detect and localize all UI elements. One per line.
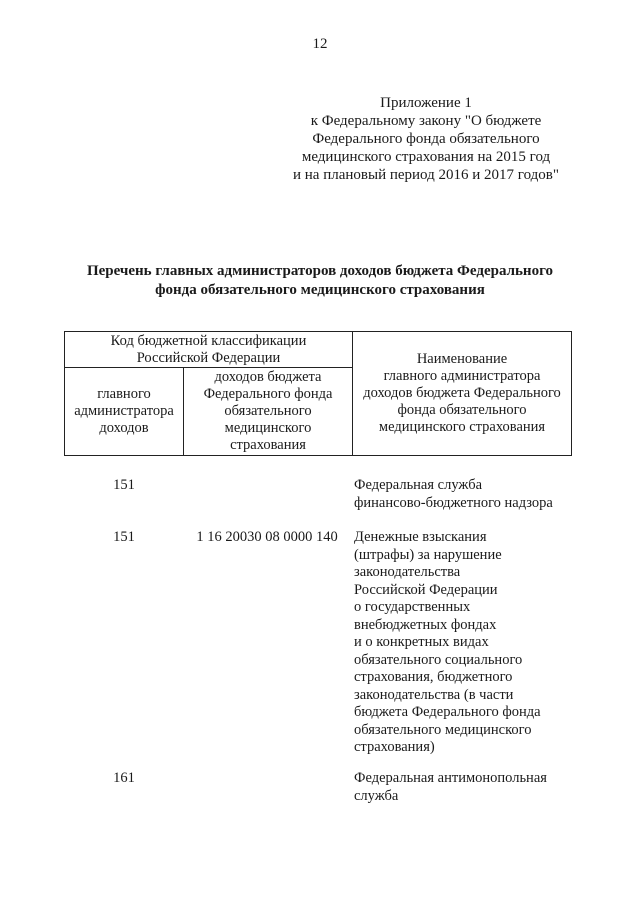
admin-code: 151 (113, 477, 135, 493)
classification-table-header (64, 331, 572, 456)
header-line: страхования (230, 437, 306, 453)
name-line: служба (354, 787, 399, 804)
header-line: доходов бюджета Федерального (363, 385, 561, 401)
admin-name-header (353, 332, 572, 456)
name-line: обязательного социального (354, 651, 523, 668)
name-line: внебюджетных фондах (354, 616, 497, 633)
revenue-code: 1 16 20030 08 0000 140 (196, 529, 338, 545)
header-line: Российской Федерации (136, 349, 281, 366)
name-line: Федеральная служба (354, 477, 483, 493)
name-line: финансово-бюджетного надзора (354, 494, 553, 511)
document-title (70, 262, 570, 300)
page-number: 12 (312, 36, 328, 52)
appendix-line: Федерального фонда обязательного (312, 131, 540, 147)
name-line: о государственных (354, 599, 471, 615)
budget-classification-header (65, 332, 353, 368)
appendix-line: и на плановый период 2016 и 2017 годов" (293, 167, 559, 183)
admin-code: 151 (113, 529, 135, 545)
admin-code-header (65, 368, 184, 456)
header-line: медицинского страхования (378, 419, 546, 435)
name-line: законодательства (354, 564, 461, 580)
name-line: и о конкретных видах (354, 634, 489, 650)
name-line: Денежные взыскания (354, 529, 487, 545)
admin-name (354, 477, 574, 512)
name-line: страхования, бюджетного (354, 669, 513, 685)
header-line: фонда обязательного (397, 402, 527, 418)
name-line: обязательного медицинского (354, 721, 532, 738)
appendix-line: к Федеральному закону "О бюджете (310, 113, 542, 129)
title-line: Перечень главных администраторов доходов бюджета Федерального (86, 263, 554, 279)
name-line: бюджета Федерального фонда (354, 704, 541, 720)
header-line: главного (97, 386, 151, 402)
admin-name (354, 770, 574, 805)
admin-name (354, 529, 574, 757)
name-line: (штрафы) за нарушение (354, 546, 502, 563)
header-line: главного администратора (383, 368, 541, 384)
appendix-reference (276, 94, 576, 184)
name-line: Российской Федерации (354, 581, 498, 598)
header-line: обязательного (224, 403, 312, 419)
header-line: медицинского (224, 420, 312, 436)
header-line: Федерального фонда (203, 386, 333, 402)
title-line: фонда обязательного медицинского страхования (155, 282, 485, 298)
name-line: Федеральная антимонопольная (354, 770, 547, 786)
name-line: страхования) (354, 739, 435, 755)
header-line: Наименование (416, 351, 508, 367)
revenue-code-header (184, 368, 353, 456)
appendix-line: медицинского страхования на 2015 год (301, 149, 551, 165)
header-line: доходов (99, 420, 149, 436)
header-line: доходов бюджета (214, 369, 322, 385)
admin-code: 161 (113, 770, 135, 786)
header-line: Код бюджетной классификации (110, 332, 307, 349)
header-line: администратора (74, 403, 174, 419)
appendix-line: Приложение 1 (380, 95, 472, 111)
name-line: законодательства (в части (354, 686, 514, 703)
